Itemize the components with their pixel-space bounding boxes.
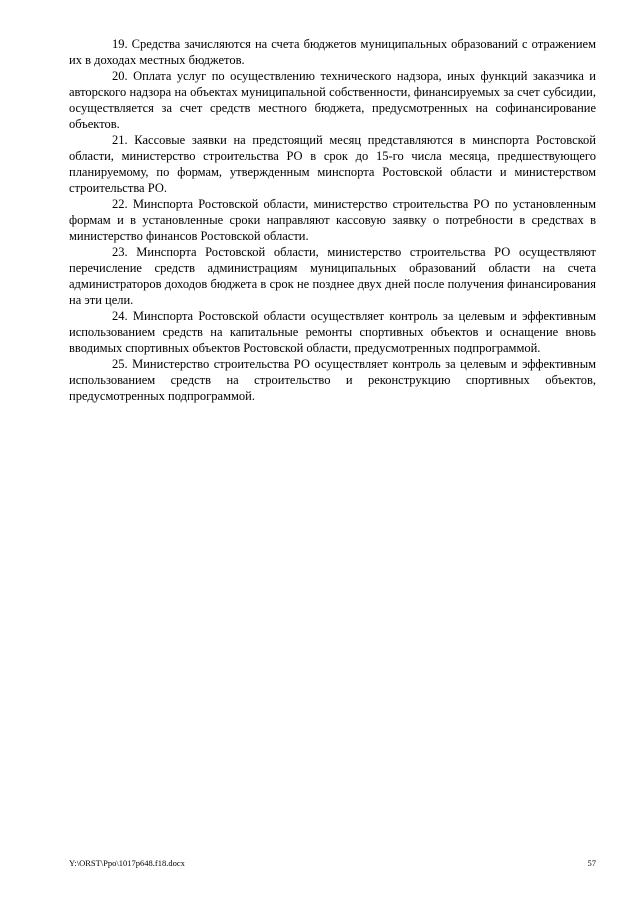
paragraph-24: 24. Минспорта Ростовской области осуществляет контроль за целевым и эффективным использованием средств на капитальные ремонты спортивных объектов и оснащение вновь вводимых спортивных объектов Ростовской области, предусмотренных подпрограммой. (69, 309, 596, 355)
footer-file-path: Y:\ORST\Ppo\1017p648.f18.docx (69, 858, 185, 868)
paragraph-20: 20. Оплата услуг по осуществлению технического надзора, иных функций заказчика и авторского надзора на объектах муниципальной собственности, финансируемых за счет субсидии, осуществляется за счет средств местного бюджета, предусмотренных на софинансирование объектов. (69, 69, 596, 131)
paragraph-25: 25. Министерство строительства РО осуществляет контроль за целевым и эффективным использованием средств на строительство и реконструкцию спортивных объектов, предусмотренных подпрограммой. (69, 357, 596, 403)
paragraph-23: 23. Минспорта Ростовской области, министерство строительства РО осуществляют перечисление средств администрациям муниципальных образований области на счета администраторов доходов бюджета в срок не позднее двух дней после получения финансирования на эти цели. (69, 245, 596, 307)
paragraph-19: 19. Средства зачисляются на счета бюджетов муниципальных образований с отражением их в доходах местных бюджетов. (69, 37, 596, 67)
paragraph-21: 21. Кассовые заявки на предстоящий месяц представляются в минспорта Ростовской области, министерство строительства РО в срок до 15-го числа месяца, предшествующего планируемому, по формам, утвержденным минспорта Ростовской области и министерством строительства РО. (69, 133, 596, 195)
page-number: 57 (587, 858, 596, 868)
page-footer (69, 858, 596, 868)
paragraph-22: 22. Минспорта Ростовской области, министерство строительства РО по установленным формам и в установленные сроки направляют кассовую заявку о потребности в средствах в министерство финансов Ростовской области. (69, 197, 596, 243)
document-body (69, 36, 596, 404)
